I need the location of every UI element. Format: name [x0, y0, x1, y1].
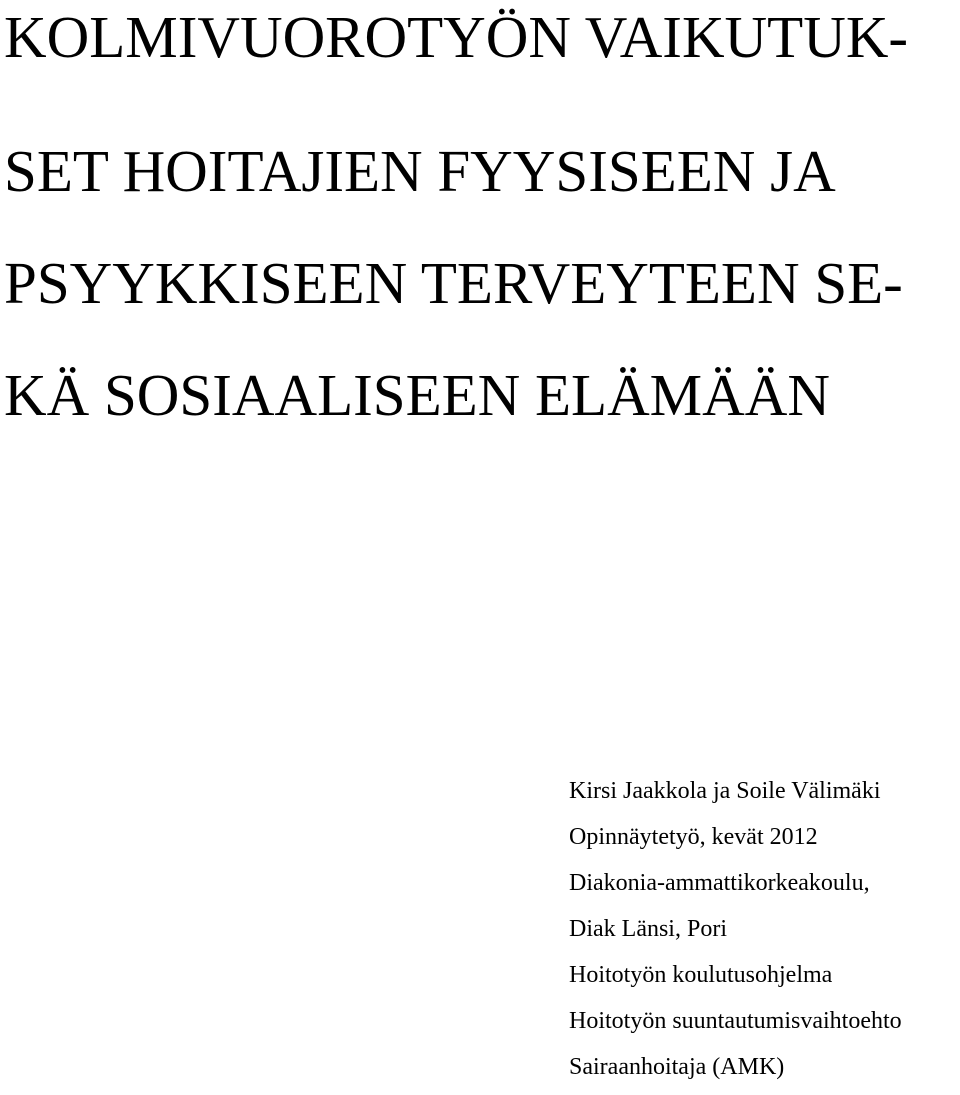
thesis-info: [569, 768, 959, 1090]
degree-programme: Hoitotyön koulutusohjelma: [569, 962, 833, 988]
thesis-type: Opinnäytetyö, kevät 2012: [569, 824, 818, 850]
title-line-1: KOLMIVUOROTYÖN VAIKUTUK-: [4, 4, 909, 70]
specialisation: Hoitotyön suuntautumisvaihtoehto: [569, 1008, 902, 1034]
institution: Diakonia-ammattikorkeakoulu,: [569, 870, 870, 896]
title-line-3: PSYYKKISEEN TERVEYTEEN SE-: [4, 250, 903, 316]
degree-title: Sairaanhoitaja (AMK): [569, 1054, 785, 1080]
title-line-2: SET HOITAJIEN FYYSISEEN JA: [4, 138, 836, 204]
authors: Kirsi Jaakkola ja Soile Välimäki: [569, 778, 881, 804]
document-title: [4, 2, 954, 451]
campus: Diak Länsi, Pori: [569, 916, 727, 942]
title-line-4: KÄ SOSIAALISEEN ELÄMÄÄN: [4, 362, 830, 428]
